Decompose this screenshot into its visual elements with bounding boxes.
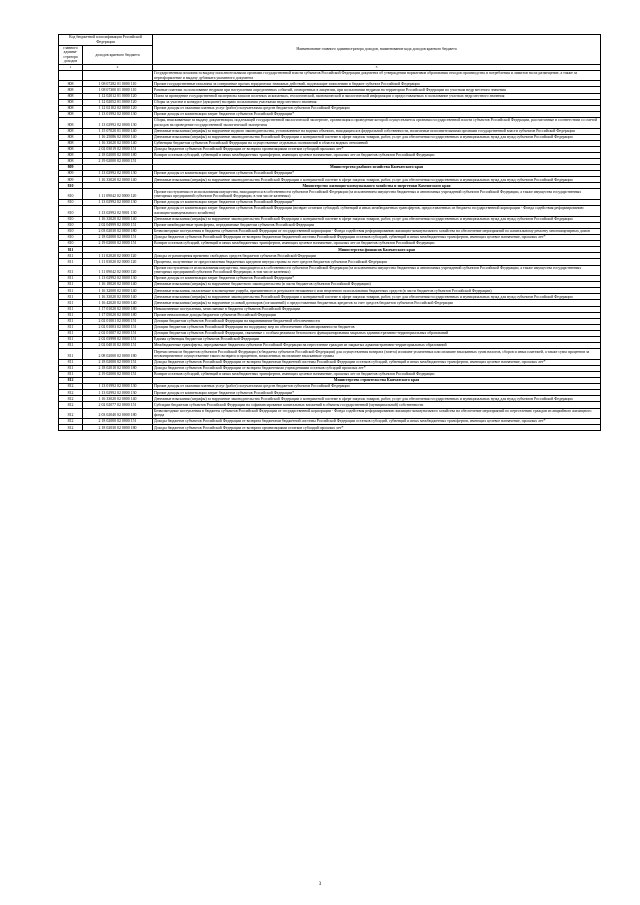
description-cell: Прочие доходы от компенсации затрат бюджетов субъектов Российской Федерации (возврат остатков субсидий, субвенций и иных межбюджетных трансфертов, предоставленных из бюджета государственной корпорации - Фонда содействия реформированию жилищно-коммунального хозяйства) [153, 206, 601, 217]
description-cell: Субвенции бюджетам субъектов Российской Федерации на осуществление отдельных полномочий в области водных отношений [153, 140, 601, 146]
admin-code-cell: 811 [59, 306, 83, 312]
admin-code-cell: 811 [59, 300, 83, 306]
admin-code-cell: 811 [59, 253, 83, 259]
description-cell: Прочие доходы от компенсации затрат бюджетов субъектов Российской Федерации* [153, 171, 601, 177]
table-row [59, 117, 601, 128]
revenue-code-cell: 1 16 33020 02 0000 140 [83, 396, 153, 402]
description-cell: Перечисления из бюджетов субъектов Российской Федерации (в бюджеты субъектов Российской Федерации) для осуществления возврата (зачета) излишне уплаченных или излишне взысканных сумм налогов, сборов и иных платежей, а также сумм процентов за несвоевременное осуществление такого возврата и процентов, начисленных на излишне взысканные суммы [153, 349, 601, 360]
admin-code-cell: 811 [59, 343, 83, 349]
admin-code-cell: 808 [59, 93, 83, 99]
column-number: 3 [153, 65, 601, 71]
description-cell: Прочие доходы от компенсации затрат бюджетов субъектов Российской Федерации* [153, 390, 601, 396]
header-code-column: доходов краевого бюджета [83, 45, 153, 65]
admin-code-cell: 812 [59, 408, 83, 419]
budget-codes-table [58, 34, 601, 431]
admin-code-cell: 808 [59, 87, 83, 93]
description-cell: Межбюджетные трансферты, передаваемые бюджетам субъектов Российской Федерации на переселение граждан из закрытых административно-территориальных образований [153, 343, 601, 349]
revenue-code-cell: 2 02 01007 02 0000 151 [83, 330, 153, 336]
description-cell: Министерство строительства Камчатского края [153, 378, 601, 384]
revenue-code-cell: 1 16 18020 02 0000 140 [83, 282, 153, 288]
table-row [59, 206, 601, 217]
description-cell: Доходы бюджетов субъектов Российской Федерации от возврата бюджетами бюджетной системы Российской Федерации остатков субсидий, субвенций и иных межбюджетных трансфертов, имеющих целевое назначение, прошлых лет* [153, 359, 601, 365]
table-row [59, 265, 601, 276]
revenue-code-cell: 2 08 02000 02 0000 180 [83, 349, 153, 360]
description-cell: Денежные взыскания, налагаемые в возмещение ущерба, причиненного в результате незаконного или нецелевого использования бюджетных средств (в части бюджетов субъектов Российской Федерации) [153, 288, 601, 294]
description-cell: Возврат остатков субсидий, субвенций и иных межбюджетных трансфертов, имеющих целевое назначение, прошлых лет из бюджетов субъектов Российской Федерации [153, 152, 601, 158]
revenue-code-cell: 1 16 32000 02 0000 140 [83, 288, 153, 294]
admin-code-cell: 808 [59, 128, 83, 134]
description-cell: Денежные взыскания (штрафы) за нарушение законодательства Российской Федерации о контрактной системе в сфере закупок товаров, работ, услуг для обеспечения государственных и муниципальных нужд для нужд субъектов Российской Федерации [153, 294, 601, 300]
description-cell: Министерство финансов Камчатского края [153, 247, 601, 253]
revenue-code-cell: 1 13 02992 02 0000 130 [83, 276, 153, 282]
description-cell: Государственная пошлина за выдачу исполнительными органами государственной власти субъектов Российской Федерации документа об утверждении нормативов образования отходов производства и потребления и лимитов на их размещение, а также за переоформление и выдачу дубликата указанного документа [153, 70, 601, 81]
admin-code-cell: 810 [59, 228, 83, 234]
description-cell: Денежные взыскания (штрафы) за нарушение законодательства Российской Федерации о контрактной системе в сфере закупок товаров, работ, услуг для обеспечения государственных и муниципальных нужд для нужд субъектов Российской Федерации [153, 177, 601, 183]
admin-code-cell: 810 [59, 189, 83, 200]
description-cell: Возврат остатков субсидий, субвенций и иных межбюджетных трансфертов, имеющих целевое назначение, прошлых лет из бюджетов субъектов Российской Федерации [153, 241, 601, 247]
admin-code-cell: 811 [59, 259, 83, 265]
admin-code-cell: 808 [59, 159, 83, 165]
description-cell: Единая субвенция бюджетам субъектов Российской Федерации [153, 337, 601, 343]
description-cell: Доходы бюджетов субъектов Российской Федерации от возврата бюджетными учреждениями остатков субсидий прошлых лет* [153, 365, 601, 371]
admin-code-cell: 812 [59, 425, 83, 431]
description-cell: Доходы бюджетов субъектов Российской Федерации от возврата организациями остатков субсидий прошлых лет* [153, 146, 601, 152]
revenue-code-cell: 1 11 09042 02 0000 120 [83, 189, 153, 200]
revenue-code-cell: 1 11 03020 02 0000 120 [83, 259, 153, 265]
admin-code-cell: 812 [59, 396, 83, 402]
description-cell: Министерство рыбного хозяйства Камчатского края [153, 165, 601, 171]
admin-code-cell: 808 [59, 140, 83, 146]
revenue-code-cell: 1 16 25086 02 0000 140 [83, 134, 153, 140]
admin-code-cell [59, 70, 83, 81]
description-cell: Доходы бюджетов субъектов Российской Федерации от возврата бюджетами бюджетной системы Российской Федерации остатков субсидий, субвенций и иных межбюджетных трансфертов, имеющих целевое назначение, прошлых лет* [153, 235, 601, 241]
description-cell: Денежные взыскания (штрафы) за нарушение условий договоров (соглашений) о предоставлении бюджетных кредитов за счет средств бюджетов субъектов Российской Федерации [153, 300, 601, 306]
admin-code-cell: 809 [59, 177, 83, 183]
table-header-row [59, 35, 601, 46]
description-cell: Прочие доходы от оказания платных услуг (работ) получателями средств бюджетов субъектов Российской Федерации [153, 105, 601, 111]
admin-code-cell: 812 [59, 378, 83, 384]
admin-code-cell: 811 [59, 349, 83, 360]
description-cell: Прочие доходы от компенсации затрат бюджетов субъектов Российской Федерации* [153, 111, 601, 117]
revenue-code-cell: 2 18 02000 02 0000 151 [83, 419, 153, 425]
revenue-code-cell: 1 13 02992 02 9001 130 [83, 206, 153, 217]
admin-code-cell: 809 [59, 171, 83, 177]
revenue-code-cell: 1 08 07300 01 0000 110 [83, 87, 153, 93]
admin-code-cell: 810 [59, 222, 83, 228]
description-cell: Денежные взыскания (штрафы) за нарушение законодательства Российской Федерации о контрактной системе в сфере закупок товаров, работ, услуг для обеспечения государственных и муниципальных нужд для нужд субъектов Российской Федерации [153, 216, 601, 222]
admin-code-cell: 811 [59, 288, 83, 294]
description-cell: Разовые платежи за пользование недрами при наступлении определенных событий, оговоренных в лицензии, при пользовании недрами на территории Российской Федерации по участкам недр местного значения [153, 87, 601, 93]
admin-code-cell: 808 [59, 152, 83, 158]
revenue-code-cell: 2 18 02000 02 0000 151 [83, 359, 153, 365]
admin-code-cell: 808 [59, 81, 83, 87]
admin-code-cell: 812 [59, 384, 83, 390]
revenue-code-cell: 1 08 07282 01 0000 110 [83, 81, 153, 87]
description-cell: Прочие доходы от компенсации затрат бюджетов субъектов Российской Федерации* [153, 200, 601, 206]
table-row [59, 70, 601, 81]
revenue-code-cell: 1 13 02992 02 0000 130 [83, 117, 153, 128]
admin-code-cell: 811 [59, 337, 83, 343]
admin-code-cell: 810 [59, 200, 83, 206]
revenue-code-cell: 1 16 33020 02 0000 140 [83, 140, 153, 146]
header-group-label: Код бюджетной классификации Российской Федерации [59, 35, 153, 46]
description-cell: Прочие поступления от использования имущества, находящегося в собственности субъектов Российской Федерации (за исключением имущества бюджетных и автономных учреждений субъектов Российской Федерации, а также имущества государственных унитарных предприятий субъектов Российской Федерации, в том числе казенных) [153, 265, 601, 276]
revenue-code-cell: 1 12 02102 02 0000 120 [83, 105, 153, 111]
admin-code-cell: 811 [59, 312, 83, 318]
table-row [59, 189, 601, 200]
description-cell: Дотации бюджетам субъектов Российской Федерации, связанные с особым режимом безопасного функционирования закрытых административно-территориальных образований [153, 330, 601, 336]
revenue-code-cell: 2 02 02077 02 0000 151 [83, 402, 153, 408]
revenue-code-cell: 2 02 04010 02 0000 151 [83, 343, 153, 349]
admin-code-cell: 811 [59, 276, 83, 282]
admin-code-cell: 812 [59, 402, 83, 408]
revenue-code-cell: 1 16 33020 02 0000 140 [83, 216, 153, 222]
table-row [59, 425, 601, 431]
admin-code-cell: 810 [59, 183, 83, 189]
admin-code-cell: 808 [59, 111, 83, 117]
admin-code-cell: 811 [59, 359, 83, 365]
description-cell: Прочие государственные пошлины за совершение прочих юридически значимых действий, подлежащие зачислению в бюджет субъекта Российской Федерации [153, 81, 601, 87]
description-cell: Безвозмездные поступления в бюджеты субъектов Российской Федерации от государственной корпорации - Фонда содействия реформированию жилищно-коммунального хозяйства на обеспечение мероприятий по переселению граждан из аварийного жилищного фонда [153, 408, 601, 419]
revenue-code-cell: 2 02 01003 02 0000 151 [83, 324, 153, 330]
header-admin-column: главного админи-стратора доходов [59, 45, 83, 65]
description-cell: Прочие доходы от компенсации затрат бюджетов субъектов Российской Федерации* [153, 276, 601, 282]
table-row [59, 408, 601, 419]
description-cell: Денежные взыскания (штрафы) за нарушение законодательства Российской Федерации о контрактной системе в сфере закупок товаров, работ, услуг для обеспечения государственных и муниципальных нужд для нужд субъектов Российской Федерации [153, 134, 601, 140]
page-number: 3 [318, 882, 322, 887]
admin-code-cell: 808 [59, 117, 83, 128]
admin-code-cell: 811 [59, 372, 83, 378]
document-page [58, 34, 600, 431]
description-cell: Проценты, полученные от предоставления бюджетных кредитов внутри страны за счет средств бюджетов субъектов Российской Федерации [153, 259, 601, 265]
admin-code-cell: 811 [59, 330, 83, 336]
description-cell: Сборы, взыскиваемые за выдачу документации, подлежащей государственной экологической экспертизе, организация и проведение которой осуществляется органами государственной власти субъектов Российской Федерации, рассчитанные в соответствии со сметой расходов на проведение государственной экологической экспертизы [153, 117, 601, 128]
revenue-code-cell: 2 18 02000 02 0000 180 [83, 152, 153, 158]
table-body [59, 70, 601, 431]
revenue-code-cell: 2 18 02000 02 0000 151 [83, 235, 153, 241]
description-cell: Доходы бюджетов субъектов Российской Федерации от возврата организациями остатков субсидий прошлых лет* [153, 425, 601, 431]
revenue-code-cell [83, 70, 153, 81]
description-cell: Дотации бюджетам субъектов Российской Федерации на выравнивание бюджетной обеспеченности [153, 318, 601, 324]
admin-code-cell: 811 [59, 324, 83, 330]
description-cell: Прочие неналоговые доходы бюджетов субъектов Российской Федерации [153, 312, 601, 318]
description-cell: Прочие доходы от оказания платных услуг (работ) получателями средств бюджетов субъектов Российской Федерации [153, 384, 601, 390]
revenue-code-cell: 2 02 03998 02 0000 151 [83, 337, 153, 343]
revenue-code-cell: 1 11 02020 02 0000 120 [83, 253, 153, 259]
revenue-code-cell: 2 18 02010 02 0000 180 [83, 365, 153, 371]
admin-code-cell: 811 [59, 365, 83, 371]
revenue-code-cell: 1 15 07020 01 0000 140 [83, 128, 153, 134]
admin-code-cell: 808 [59, 99, 83, 105]
revenue-code-cell: 2 18 02030 02 0000 180 [83, 425, 153, 431]
description-cell: Невыясненные поступления, зачисляемые в бюджеты субъектов Российской Федерации [153, 306, 601, 312]
revenue-code-cell: 2 19 02000 02 0000 151 [83, 372, 153, 378]
description-cell: Безвозмездные поступления в бюджеты субъектов Российской Федерации от государственной корпорации - Фонда содействия реформированию жилищно-коммунального хозяйства на обеспечение мероприятий по капитальному ремонту многоквартирных домов [153, 228, 601, 234]
admin-code-cell: 810 [59, 206, 83, 217]
revenue-code-cell: 1 12 02012 01 0000 120 [83, 93, 153, 99]
revenue-code-cell: 2 02 03019 02 0000 151 [83, 146, 153, 152]
revenue-code-cell: 2 19 02000 02 0000 151 [83, 159, 153, 165]
description-cell: Министерство жилищно-коммунального хозяйства и энергетики Камчатского края [153, 183, 601, 189]
admin-code-cell: 809 [59, 165, 83, 171]
description-cell: Доходы бюджетов субъектов Российской Федерации от возврата бюджетами бюджетной системы Российской Федерации остатков субсидий, субвенций и иных межбюджетных трансфертов, имеющих целевое назначение, прошлых лет* [153, 419, 601, 425]
table-row [59, 349, 601, 360]
revenue-code-cell: 1 13 02992 02 0000 130 [83, 200, 153, 206]
description-cell: Дотации бюджетам субъектов Российской Федерации на поддержку мер по обеспечению сбалансированности бюджетов [153, 324, 601, 330]
revenue-code-cell: 2 03 02030 02 0000 180 [83, 228, 153, 234]
revenue-code-cell: 1 17 05020 02 0000 180 [83, 312, 153, 318]
revenue-code-cell: 2 02 01001 02 0000 151 [83, 318, 153, 324]
admin-code-cell: 811 [59, 294, 83, 300]
admin-code-cell: 812 [59, 419, 83, 425]
revenue-code-cell: 1 12 02052 01 0000 120 [83, 99, 153, 105]
description-cell: Сборы за участие в конкурсе (аукционе) на право пользования участками недр местного значения [153, 99, 601, 105]
description-cell: Денежные взыскания (штрафы) за нарушение законодательства Российской Федерации о контрактной системе в сфере закупок товаров, работ, услуг для обеспечения государственных и муниципальных нужд для нужд субъектов Российской Федерации [153, 396, 601, 402]
revenue-code-cell: 1 16 42020 02 0000 140 [83, 300, 153, 306]
admin-code-cell: 811 [59, 247, 83, 253]
admin-code-cell: 811 [59, 282, 83, 288]
description-cell: Субсидии бюджетам субъектов Российской Федерации на софинансирование капитальных вложений в объекты государственной (муниципальной) собственности [153, 402, 601, 408]
column-number: 1 [59, 65, 83, 71]
revenue-code-cell: 1 13 01992 02 0000 130 [83, 384, 153, 390]
revenue-code-cell: 1 13 01992 02 0000 130 [83, 111, 153, 117]
admin-code-cell: 810 [59, 241, 83, 247]
description-cell: Денежные взыскания (штрафы) за нарушение бюджетного законодательства (в части бюджетов субъектов Российской Федерации) [153, 282, 601, 288]
revenue-code-cell: 1 16 33020 02 0000 140 [83, 294, 153, 300]
admin-code-cell: 811 [59, 265, 83, 276]
admin-code-cell: 808 [59, 146, 83, 152]
revenue-code-cell: 2 19 02000 02 0000 151 [83, 241, 153, 247]
description-cell: Прочие межбюджетные трансферты, передаваемые бюджетам субъектов Российской Федерации [153, 222, 601, 228]
revenue-code-cell: 2 03 02040 02 0000 180 [83, 408, 153, 419]
admin-code-cell: 808 [59, 134, 83, 140]
admin-code-cell: 812 [59, 390, 83, 396]
description-cell: Возврат остатков субсидий, субвенций и иных межбюджетных трансфертов, имеющих целевое назначение, прошлых лет из бюджетов субъектов Российской Федерации [153, 372, 601, 378]
description-cell: Плата за проведение государственной экспертизы запасов полезных ископаемых, геологической, экономической и экологической информации о предоставляемых в пользование участках недр местного значения [153, 93, 601, 99]
revenue-code-cell: 1 13 02992 02 0000 130 [83, 390, 153, 396]
admin-code-cell: 810 [59, 216, 83, 222]
revenue-code-cell: 1 16 33020 02 0000 140 [83, 177, 153, 183]
admin-code-cell: 811 [59, 318, 83, 324]
revenue-code-cell: 2 02 04999 02 0000 151 [83, 222, 153, 228]
revenue-code-cell: 1 17 01020 02 0000 180 [83, 306, 153, 312]
description-cell: Денежные взыскания (штрафы) за нарушение водного законодательства, установленное на водных объектах, находящихся в федеральной собственности, налагаемые исполнительными органами государственной власти субъектов Российской Федерации [153, 128, 601, 134]
revenue-code-cell: 1 13 02992 02 0000 130 [83, 171, 153, 177]
description-cell: Прочие поступления от использования имущества, находящегося в собственности субъектов Российской Федерации (за исключением имущества бюджетных и автономных учреждений субъектов Российской Федерации, а также имущества государственных унитарных предприятий субъектов Российской Федерации, в том числе казенных) [153, 189, 601, 200]
column-number: 2 [83, 65, 153, 71]
description-cell: Доходы от размещения временно свободных средств бюджетов субъектов Российской Федерации [153, 253, 601, 259]
header-name-column: Наименование главного администратора доходов, наименование кода доходов краевого бюджета [153, 35, 601, 65]
admin-code-cell: 810 [59, 235, 83, 241]
admin-code-cell: 808 [59, 105, 83, 111]
revenue-code-cell: 1 11 09042 02 0000 120 [83, 265, 153, 276]
